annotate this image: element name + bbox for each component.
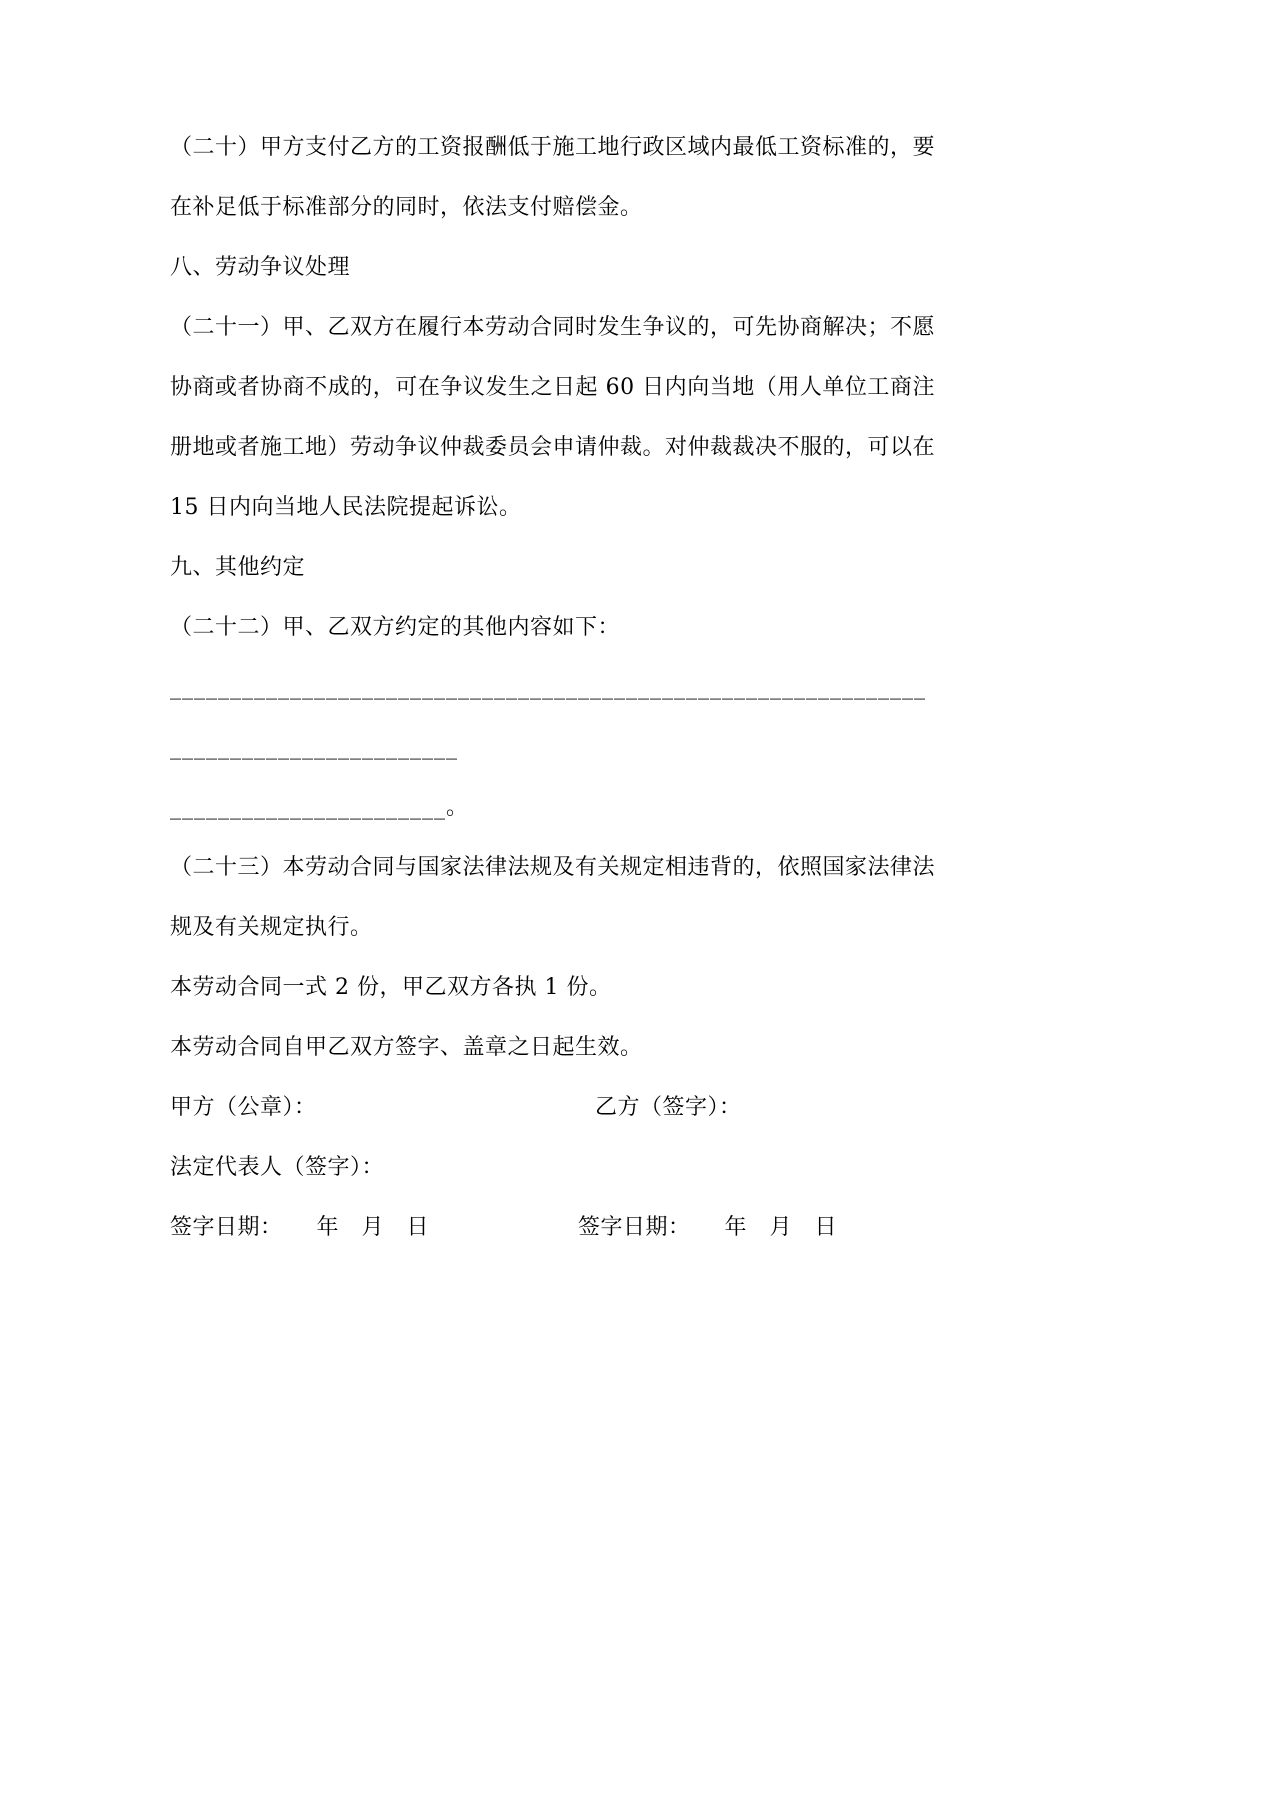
clause-20-paragraph: （二十）甲方支付乙方的工资报酬低于施工地行政区域内最低工资标准的，要在补足低于标准部分的同时，依法支付赔偿金。: [170, 135, 936, 220]
fill-in-blank-line-1: _______________________________________________________________________________________: [170, 675, 926, 760]
effective-statement: 本劳动合同自甲乙双方签字、盖章之日起生效。: [170, 1035, 643, 1060]
section-heading-other-agreements: 九、其他约定: [170, 555, 306, 580]
section-heading-labor-dispute: 八、劳动争议处理: [170, 255, 351, 280]
legal-representative-label: 法定代表人（签字）：: [170, 1155, 385, 1180]
date-b-label: 签字日期： 年 月 日: [578, 1215, 838, 1240]
party-b-sign-label: 乙方（签字）：: [595, 1095, 742, 1120]
copies-statement: 本劳动合同一式 2 份，甲乙双方各执 1 份。: [170, 975, 612, 1000]
date-a-label: 签字日期： 年 月 日: [170, 1215, 430, 1240]
contract-body: [170, 118, 935, 1258]
clause-23-paragraph: （二十三）本劳动合同与国家法律法规及有关规定相违背的，依照国家法律法规及有关规定执行。: [170, 855, 936, 940]
signature-row-legal-rep: [170, 1138, 935, 1198]
signature-row-parties: [170, 1078, 935, 1138]
signature-row-dates: [170, 1198, 935, 1258]
fill-in-blank-line-2: _______________________。: [170, 795, 470, 820]
clause-21-paragraph: （二十一）甲、乙双方在履行本劳动合同时发生争议的，可先协商解决；不愿协商或者协商不成的，可在争议发生之日起 60 日内向当地（用人单位工商注册地或者施工地）劳动争议仲裁委员会申请仲裁。对仲裁裁决不服的，可以在 15 日内向当地人民法院提起诉讼。: [170, 315, 936, 520]
clause-22-paragraph: （二十二）甲、乙双方约定的其他内容如下：: [170, 615, 621, 640]
party-a-seal-label: 甲方（公章）：: [170, 1095, 317, 1120]
